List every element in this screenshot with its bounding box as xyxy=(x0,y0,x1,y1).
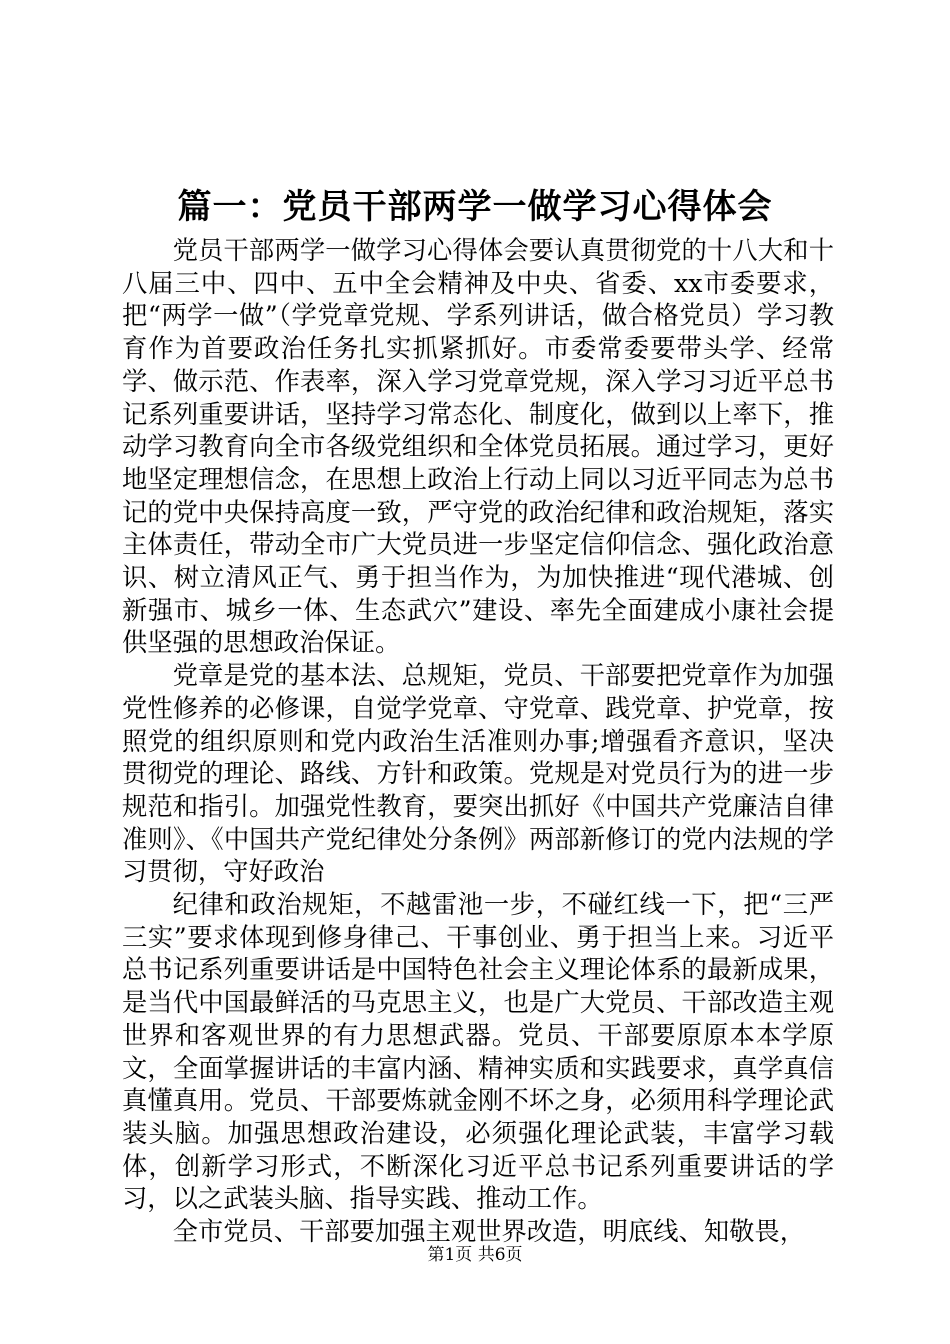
paragraph-2: 党章是党的基本法、总规矩，党员、干部要把党章作为加强党性修养的必修课，自觉学党章、守党章、践党章、护党章，按照党的组织原则和党内政治生活准则办事;增强看齐意识，坚决贯彻党的理论、路线、方针和政策。党规是对党员行为的进一步规范和指引。加强党性教育，要突出抓好《中国共产党廉洁自律准则》、《中国共产党纪律处分条例》两部新修订的党内法规的学习贯彻，守好政治 xyxy=(122,661,834,887)
paragraph-3: 纪律和政治规矩，不越雷池一步，不碰红线一下，把“三严三实”要求体现到修身律己、干事创业、勇于担当上来。习近平总书记系列重要讲话是中国特色社会主义理论体系的最新成果，是当代中国最鲜活的马克思主义，也是广大党员、干部改造主观世界和客观世界的有力思想武器。党员、干部要原原本本学原文，全面掌握讲话的丰富内涵、精神实质和实践要求，真学真信真懂真用。党员、干部要炼就金刚不坏之身，必须用科学理论武装头脑。加强思想政治建设，必须强化理论武装，丰富学习载体，创新学习形式，不断深化习近平总书记系列重要讲话的学习，以之武装头脑、指导实践、推动工作。 xyxy=(122,890,834,1214)
document-body xyxy=(122,235,834,1249)
page-number: 第1页 共6页 xyxy=(427,1245,523,1265)
paragraph-1: 党员干部两学一做学习心得体会要认真贯彻党的十八大和十八届三中、四中、五中全会精神及中央、省委、xx市委要求，把“两学一做”（学党章党规、学系列讲话，做合格党员）学习教育作为首要政治任务扎实抓紧抓好。市委常委要带头学、经常学、做示范、作表率，深入学习党章党规，深入学习习近平总书记系列重要讲话，坚持学习常态化、制度化，做到以上率下，推动学习教育向全市各级党组织和全体党员拓展。通过学习，更好地坚定理想信念，在思想上政治上行动上同以习近平同志为总书记的党中央保持高度一致，严守党的政治纪律和政治规矩，落实主体责任，带动全市广大党员进一步坚定信仰信念、强化政治意识、树立清风正气、勇于担当作为，为加快推进“现代港城、创新强市、城乡一体、生态武穴”建设、率先全面建成小康社会提供坚强的思想政治保证。 xyxy=(122,236,834,658)
paragraph-4: 全市党员、干部要加强主观世界改造，明底线、知敬畏， xyxy=(172,1217,806,1247)
document-title: 篇一：党员干部两学一做学习心得体会 xyxy=(177,187,773,227)
